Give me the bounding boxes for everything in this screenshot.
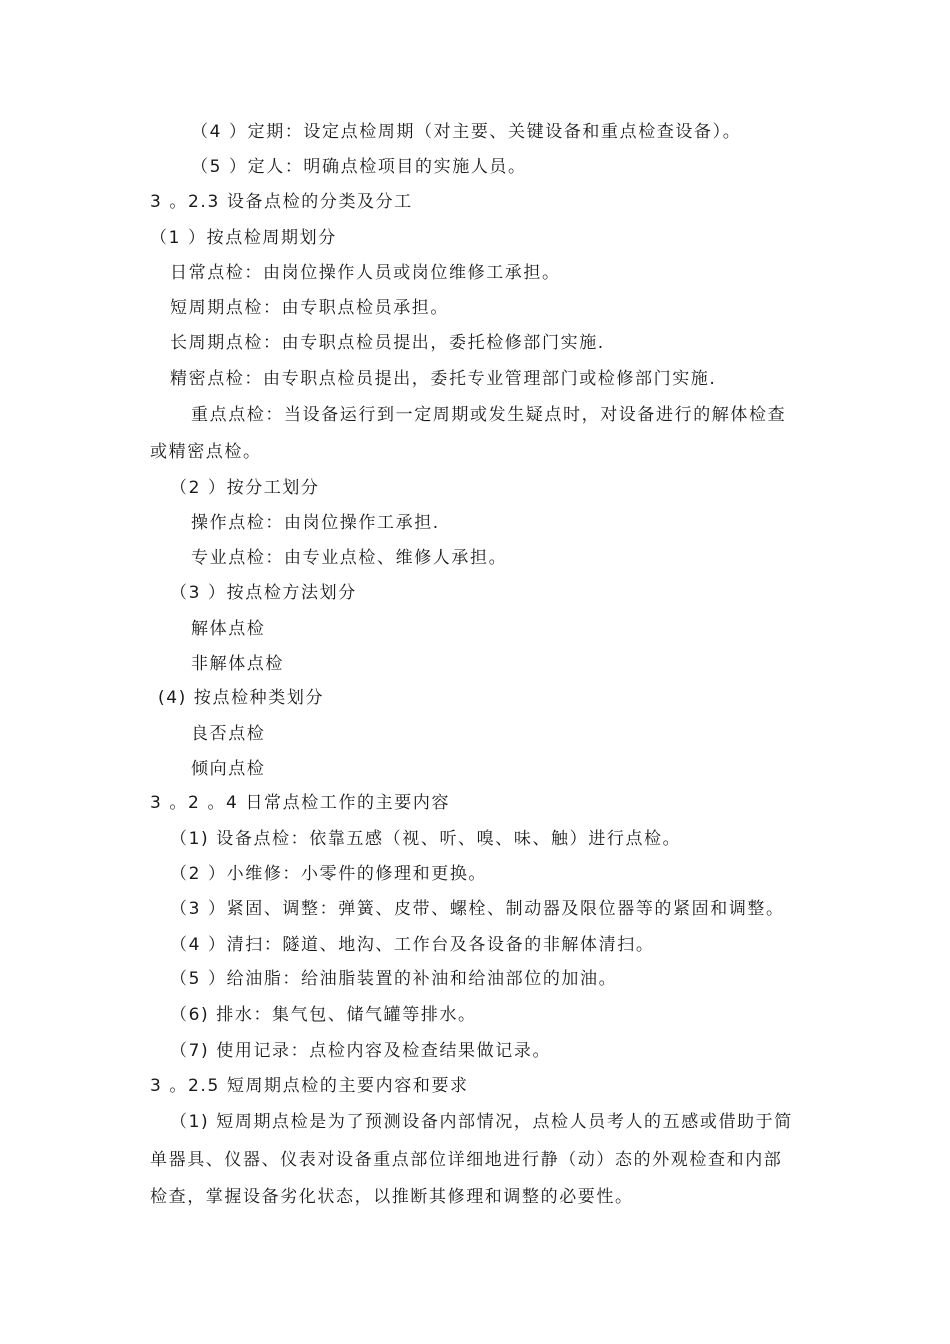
subsection-heading: （3 ）按点检方法划分 bbox=[170, 583, 357, 603]
text-line: 重点点检：当设备运行到一定周期或发生疑点时，对设备进行的解体检查 bbox=[191, 405, 787, 425]
text-line: （6) 排水：集气包、储气罐等排水。 bbox=[170, 1005, 477, 1025]
text-line: （1) 短周期点检是为了预测设备内部情况，点检人员考人的五感或借助于简 bbox=[170, 1112, 793, 1132]
text-line: （5 ）给油脂：给油脂装置的补油和给油部位的加油。 bbox=[170, 969, 618, 989]
text-line: （7) 使用记录：点检内容及检查结果做记录。 bbox=[170, 1041, 552, 1061]
text-line: 操作点检：由岗位操作工承担. bbox=[191, 513, 440, 533]
text-line: 单器具、仪器、仪表对设备重点部位详细地进行静（动）态的外观检查和内部 bbox=[150, 1150, 783, 1170]
section-heading: 3 。2.3 设备点检的分类及分工 bbox=[150, 192, 413, 212]
text-line: （1) 设备点检：依靠五感（视、听、嗅、味、触）进行点检。 bbox=[170, 829, 682, 849]
text-line: 短周期点检：由专职点检员承担。 bbox=[170, 298, 449, 318]
text-line: 日常点检：由岗位操作人员或岗位维修工承担。 bbox=[170, 263, 561, 283]
text-line: 非解体点检 bbox=[191, 654, 284, 674]
text-line: 专业点检：由专业点检、维修人承担。 bbox=[191, 548, 508, 568]
text-line: （4 ）清扫：隧道、地沟、工作台及各设备的非解体清扫。 bbox=[170, 935, 655, 955]
section-heading: 3 。2 。4 日常点检工作的主要内容 bbox=[150, 793, 451, 813]
text-line: （5 ）定人：明确点检项目的实施人员。 bbox=[191, 157, 527, 177]
text-line: （2 ）小维修：小零件的修理和更换。 bbox=[170, 864, 488, 884]
text-line: 精密点检：由专职点检员提出，委托专业管理部门或检修部门实施. bbox=[170, 369, 717, 389]
text-line: 长周期点检：由专职点检员提出，委托检修部门实施. bbox=[170, 333, 605, 353]
text-line: 解体点检 bbox=[191, 619, 266, 639]
subsection-heading: （2 ）按分工划分 bbox=[170, 478, 320, 498]
text-line: 倾向点检 bbox=[191, 759, 266, 779]
text-line: 良否点检 bbox=[191, 724, 266, 744]
text-line: （4 ）定期：设定点检周期（对主要、关键设备和重点检查设备）。 bbox=[191, 122, 742, 142]
text-line: （3 ）紧固、调整：弹簧、皮带、螺栓、制动器及限位器等的紧固和调整。 bbox=[170, 899, 785, 919]
text-line: 或精密点检。 bbox=[150, 442, 262, 462]
text-line: 检查，掌握设备劣化状态，以推断其修理和调整的必要性。 bbox=[150, 1187, 634, 1207]
section-heading: 3 。2.5 短周期点检的主要内容和要求 bbox=[150, 1076, 469, 1096]
subsection-heading: （1 ）按点检周期划分 bbox=[150, 228, 337, 248]
subsection-heading: (4) 按点检种类划分 bbox=[158, 688, 325, 708]
